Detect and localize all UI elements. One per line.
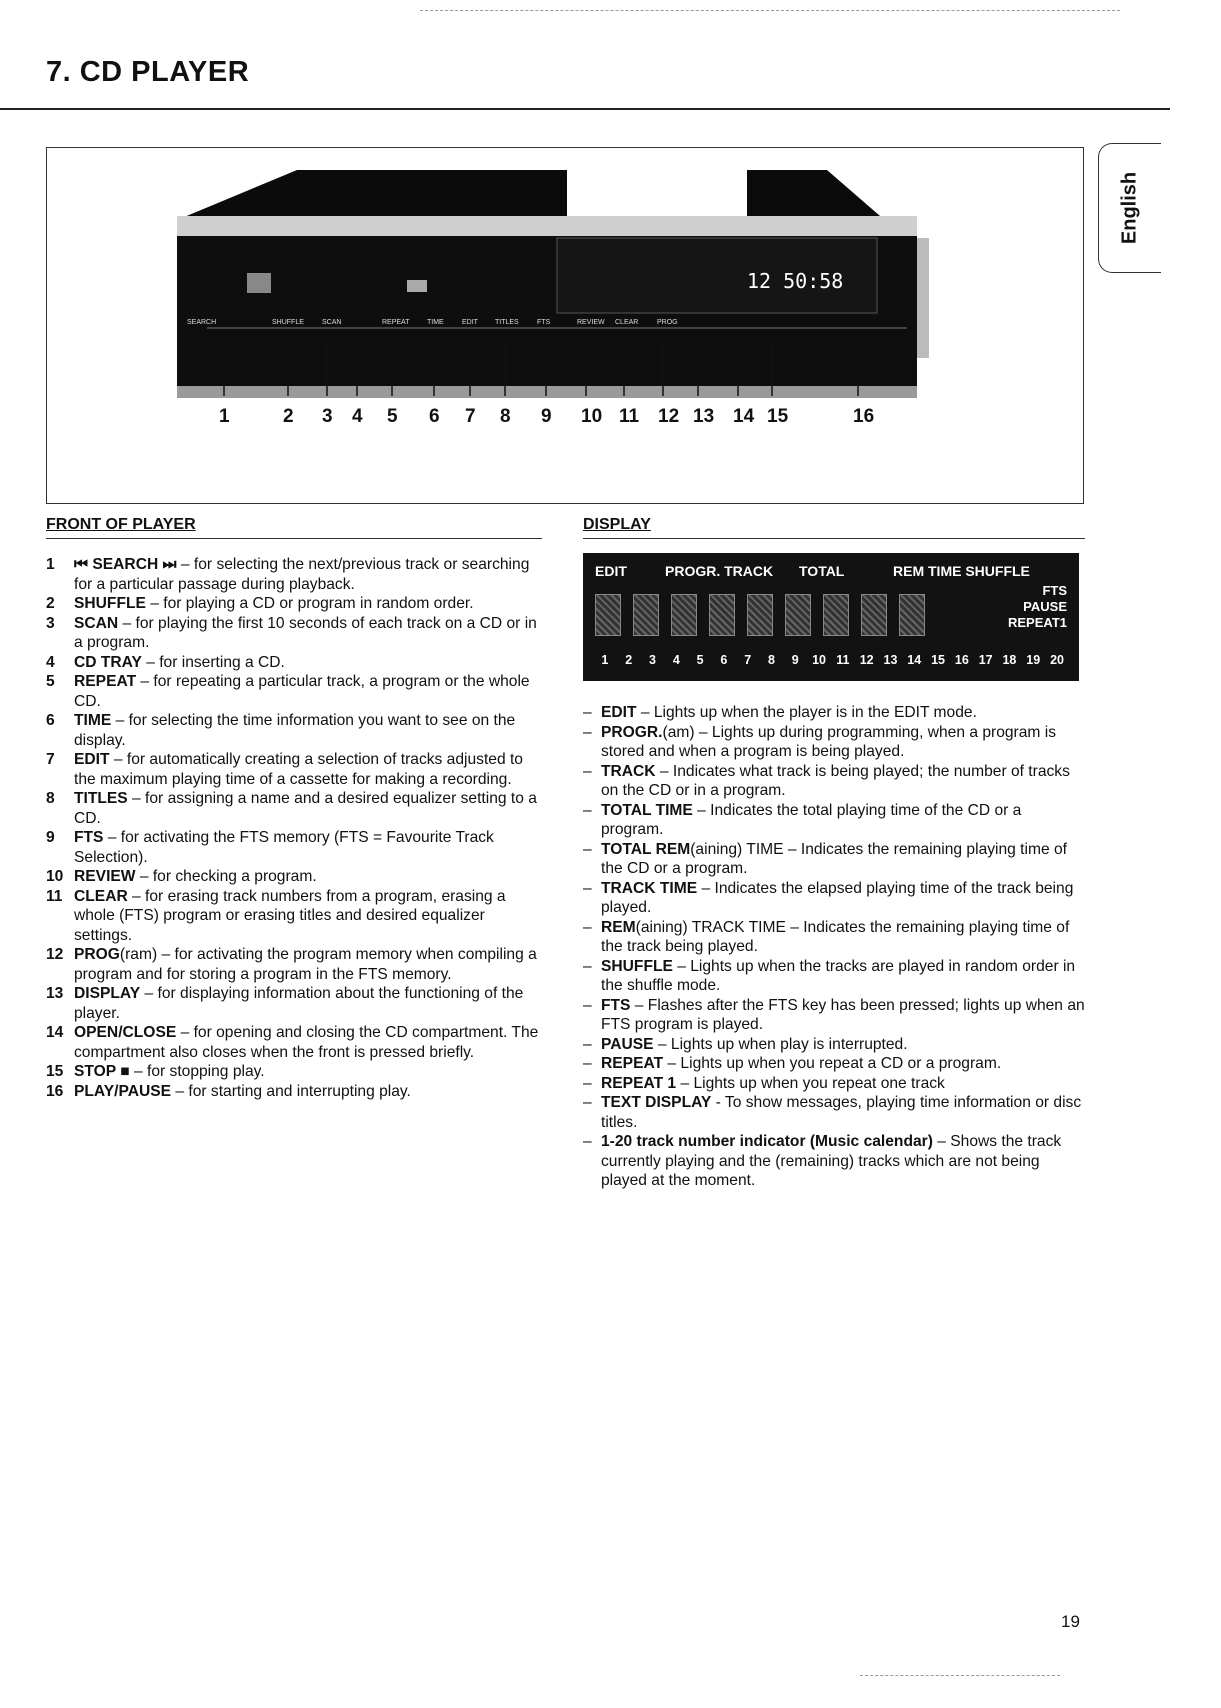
item-description: – for opening and closing the CD compartment. The compartment also closes when the front is pressed briefly. <box>74 1024 539 1061</box>
item-term: EDIT <box>601 704 637 721</box>
front-item <box>46 1082 542 1102</box>
item-text <box>74 945 542 984</box>
item-text <box>74 594 474 614</box>
lcd-track-number: 6 <box>720 653 728 667</box>
lcd-edit-label: EDIT <box>595 563 627 579</box>
item-text <box>601 918 1085 957</box>
page-title: 7. CD PLAYER <box>46 56 250 88</box>
item-description: - To show messages, playing time information or disc titles. <box>601 1094 1082 1131</box>
language-tab <box>1098 143 1161 273</box>
item-number: 2 <box>46 595 55 612</box>
item-term: TEXT DISPLAY <box>601 1094 712 1111</box>
bullet-dash: – <box>583 1055 592 1072</box>
item-term: REPEAT <box>74 673 137 690</box>
bullet-dash: – <box>583 704 592 721</box>
item-description: – Indicates what track is being played; the number of tracks on the CD or in a program. <box>601 762 1070 799</box>
display-item <box>583 996 1085 1035</box>
lcd-progr-track-label: PROGR. TRACK <box>665 563 774 579</box>
lcd-diagram <box>583 553 1079 681</box>
front-item <box>46 594 542 614</box>
item-term: OPEN/CLOSE <box>74 1024 177 1041</box>
lcd-track-number: 10 <box>812 653 827 667</box>
bullet-dash: – <box>583 762 592 780</box>
lcd-digit <box>747 594 773 636</box>
item-text <box>601 762 1085 801</box>
item-term: STOP ■ <box>74 1063 130 1080</box>
item-text <box>601 1035 908 1055</box>
item-description: – for playing a CD or program in random order. <box>145 595 474 612</box>
item-number: 12 <box>46 946 64 963</box>
item-term: PROG <box>74 946 120 963</box>
item-description: – for displaying information about the functioning of the player. <box>74 985 524 1022</box>
item-number: 4 <box>46 653 55 671</box>
item-term: TRACK TIME <box>601 879 698 897</box>
front-item <box>46 672 542 711</box>
item-term: SHUFFLE <box>74 595 146 612</box>
lcd-track-number: 12 <box>859 653 874 667</box>
callout-number: 6 <box>429 406 440 427</box>
item-text <box>601 1093 1085 1132</box>
front-heading: FRONT OF PLAYER <box>46 516 542 539</box>
panel-label: CLEAR <box>615 319 639 326</box>
front-item <box>46 789 542 828</box>
front-item <box>46 867 542 887</box>
item-term: REM <box>601 918 636 936</box>
item-text <box>601 801 1085 840</box>
lcd-track-number: 5 <box>696 653 704 667</box>
item-description: (aining) TIME – Indicates the remaining playing time of the CD or a program. <box>601 840 1067 877</box>
panel-label: TITLES <box>495 319 519 326</box>
callout-number: 13 <box>693 406 715 427</box>
item-text <box>601 723 1085 762</box>
panel-label: FTS <box>537 319 551 326</box>
item-description: – for selecting the time information you want to see on the display. <box>74 712 516 749</box>
item-description: – Indicates the total playing time of the CD or a program. <box>601 801 1022 838</box>
item-description: – for automatically creating a selection of tracks adjusted to the maximum playing time of a cassette for making a recording. <box>74 751 523 788</box>
item-description: – for erasing track numbers from a program, erasing a whole (FTS) program or erasing titles and desired equalizer settings. <box>74 887 506 944</box>
item-term: REPEAT <box>601 1055 664 1072</box>
front-item <box>46 555 542 594</box>
item-description: (am) – Lights up during programming, when a program is stored and when a program is being played. <box>601 723 1057 760</box>
panel-label: SHUFFLE <box>272 319 304 326</box>
item-number: 7 <box>46 751 55 768</box>
lcd-pause-label: PAUSE <box>1023 599 1067 614</box>
item-text <box>74 789 542 828</box>
item-description: – Lights up when you repeat a CD or a program. <box>663 1055 1002 1072</box>
item-term: REVIEW <box>74 868 136 885</box>
front-of-player-section <box>46 516 542 1101</box>
item-text <box>74 828 542 867</box>
item-description: – for assigning a name and a desired equalizer setting to a CD. <box>74 790 537 827</box>
item-number: 10 <box>46 868 64 885</box>
display-section <box>583 516 1085 1191</box>
item-text <box>74 984 542 1023</box>
item-text <box>74 887 542 946</box>
lcd-track-number: 14 <box>907 653 922 667</box>
item-text <box>74 672 542 711</box>
item-text <box>74 867 317 887</box>
lcd-track-number: 2 <box>625 653 633 667</box>
lcd-digit <box>823 594 849 636</box>
lcd-track-number: 20 <box>1050 653 1064 667</box>
lcd-digit <box>633 594 659 636</box>
scan-artifact <box>860 1675 1060 1676</box>
item-text <box>74 1082 411 1102</box>
lcd-track-number: 15 <box>931 653 945 667</box>
lcd-track-number: 18 <box>1002 653 1017 667</box>
bullet-dash: – <box>583 1035 592 1053</box>
callout-number: 4 <box>352 406 363 427</box>
item-text <box>601 957 1085 996</box>
callout-number: 11 <box>619 406 640 427</box>
bullet-dash: – <box>583 723 592 741</box>
item-term: PROGR. <box>601 723 663 741</box>
bullet-dash: – <box>583 957 592 975</box>
item-term: ⏮ SEARCH ⏭ <box>74 556 177 573</box>
front-item <box>46 887 542 946</box>
display-item <box>583 957 1085 996</box>
lcd-track-number: 8 <box>768 653 775 667</box>
item-description: – Lights up when play is interrupted. <box>653 1035 908 1053</box>
item-description: – for stopping play. <box>129 1063 265 1080</box>
player-figure <box>46 147 1084 504</box>
panel-label: REVIEW <box>577 319 605 326</box>
lcd-track-numbers <box>593 653 1069 667</box>
item-text <box>601 996 1085 1035</box>
panel-label: REPEAT <box>382 319 410 326</box>
item-number: 9 <box>46 829 55 846</box>
lcd-digit <box>595 594 621 636</box>
item-term: 1-20 track number indicator (Music calendar) <box>601 1133 933 1150</box>
item-number: 3 <box>46 614 55 632</box>
lcd-fts-label: FTS <box>1042 583 1067 598</box>
item-number: 11 <box>46 887 63 905</box>
item-number: 14 <box>46 1024 64 1041</box>
front-item <box>46 945 542 984</box>
item-number: 16 <box>46 1082 64 1100</box>
panel-label: TIME <box>427 319 444 326</box>
front-item <box>46 614 542 653</box>
callout-number: 16 <box>853 406 875 427</box>
callout-number: 9 <box>541 406 552 427</box>
item-number: 5 <box>46 673 55 690</box>
item-number: 6 <box>46 712 55 729</box>
item-term: DISPLAY <box>74 985 141 1002</box>
item-term: PAUSE <box>601 1035 654 1053</box>
front-item <box>46 984 542 1023</box>
item-term: TOTAL REM <box>601 840 691 858</box>
item-text <box>601 1132 1085 1191</box>
lcd-track-number: 11 <box>836 653 850 667</box>
display-item <box>583 1093 1085 1132</box>
title-rule <box>0 108 1170 110</box>
item-description: – Indicates the elapsed playing time of the track being played. <box>601 879 1074 916</box>
lcd-digit <box>785 594 811 636</box>
display-item <box>583 879 1085 918</box>
lcd-track-number: 13 <box>883 653 898 667</box>
item-term: SHUFFLE <box>601 957 673 975</box>
display-item <box>583 703 1085 723</box>
item-description: – for checking a program. <box>135 868 317 885</box>
item-description: (aining) TRACK TIME – Indicates the remaining playing time of the track being played. <box>601 918 1070 955</box>
lcd-track-number: 1 <box>601 653 609 667</box>
lcd-digit <box>709 594 735 636</box>
item-term: TRACK <box>601 762 656 780</box>
item-text <box>74 711 542 750</box>
language-tab-label: English <box>1118 171 1141 245</box>
player-display-text: 12 50:58 <box>747 269 844 293</box>
callout-number: 10 <box>581 406 603 427</box>
item-description: – for playing the first 10 seconds of each track on a CD or in a program. <box>74 614 537 651</box>
lcd-digit <box>861 594 887 636</box>
lcd-total-label: TOTAL <box>799 563 845 579</box>
item-term: FTS <box>601 996 631 1014</box>
item-text <box>74 653 285 673</box>
front-item <box>46 653 542 673</box>
item-text <box>601 879 1085 918</box>
panel-label: SCAN <box>322 319 342 326</box>
front-item <box>46 711 542 750</box>
display-item <box>583 918 1085 957</box>
display-item-list <box>583 703 1085 1191</box>
panel-label: EDIT <box>462 319 478 326</box>
lcd-track-number: 3 <box>649 653 656 667</box>
lcd-track-number: 9 <box>791 653 799 667</box>
item-number: 8 <box>46 790 55 807</box>
item-text <box>601 840 1085 879</box>
item-description: – Lights up when the tracks are played in random order in the shuffle mode. <box>601 957 1076 994</box>
item-text <box>601 703 977 723</box>
item-term: CD TRAY <box>74 653 142 671</box>
item-description: (ram) – for activating the program memory when compiling a program and for storing a program in the FTS memory. <box>74 946 537 983</box>
item-text <box>74 1023 542 1062</box>
lcd-track-number: 7 <box>744 653 752 667</box>
page-number: 19 <box>1061 1612 1080 1631</box>
front-item <box>46 1023 542 1062</box>
item-description: – for selecting the next/previous track or searching for a particular passage during playback. <box>74 556 530 593</box>
display-item <box>583 1074 1085 1094</box>
callout-number: 12 <box>658 406 680 427</box>
bullet-dash: – <box>583 801 592 819</box>
item-term: PLAY/PAUSE <box>74 1082 172 1100</box>
display-heading: DISPLAY <box>583 516 1085 539</box>
item-term: REPEAT 1 <box>601 1074 677 1092</box>
item-term: TOTAL TIME <box>601 801 693 819</box>
bullet-dash: – <box>583 1094 592 1111</box>
item-description: – for starting and interrupting play. <box>171 1082 411 1100</box>
display-item <box>583 801 1085 840</box>
front-item <box>46 828 542 867</box>
item-term: TIME <box>74 712 112 729</box>
item-term: EDIT <box>74 751 110 768</box>
bullet-dash: – <box>583 879 592 897</box>
front-item <box>46 1062 542 1082</box>
panel-label: PROG <box>657 319 678 326</box>
callout-number: 15 <box>767 406 789 427</box>
callout-number: 3 <box>322 406 333 427</box>
item-number: 13 <box>46 985 64 1002</box>
lcd-track-number: 16 <box>954 653 969 667</box>
callout-number: 7 <box>465 406 476 427</box>
callout-number: 5 <box>387 406 398 427</box>
cd-player-illustration <box>47 148 1083 503</box>
item-text <box>74 750 542 789</box>
lcd-track-number: 4 <box>672 653 680 667</box>
lcd-digits <box>595 594 925 636</box>
display-item <box>583 1035 1085 1055</box>
item-text <box>74 555 542 594</box>
display-item <box>583 762 1085 801</box>
lcd-digit <box>671 594 697 636</box>
lcd-track-number: 19 <box>1026 653 1041 667</box>
scan-artifact <box>420 10 1120 12</box>
item-text <box>74 614 542 653</box>
display-item <box>583 840 1085 879</box>
item-description: – Shows the track currently playing and the (remaining) tracks which are not being played at the moment. <box>601 1133 1062 1189</box>
lcd-track-number: 17 <box>978 653 993 667</box>
bullet-dash: – <box>583 1074 592 1092</box>
panel-label: SEARCH <box>187 319 217 326</box>
display-item <box>583 1132 1085 1191</box>
lcd-digit <box>899 594 925 636</box>
display-item <box>583 1054 1085 1074</box>
item-description: – for inserting a CD. <box>141 653 285 671</box>
front-item <box>46 750 542 789</box>
item-term: FTS <box>74 829 104 846</box>
item-description: – Lights up when you repeat one track <box>676 1074 945 1092</box>
item-text <box>601 1054 1001 1074</box>
lcd-repeat1-label: REPEAT1 <box>1008 615 1067 630</box>
lcd-rem-time-shuffle-label: REM TIME SHUFFLE <box>893 563 1030 579</box>
callout-number: 8 <box>500 406 511 427</box>
item-text <box>74 1062 265 1082</box>
front-item-list <box>46 555 542 1101</box>
bullet-dash: – <box>583 840 592 858</box>
callout-number: 2 <box>283 406 294 427</box>
item-term: CLEAR <box>74 887 128 905</box>
item-number: 15 <box>46 1063 64 1080</box>
item-text <box>601 1074 945 1094</box>
bullet-dash: – <box>583 918 592 936</box>
item-description: – Flashes after the FTS key has been pressed; lights up when an FTS program is played. <box>601 996 1085 1033</box>
display-item <box>583 723 1085 762</box>
item-description: – Lights up when the player is in the EDIT mode. <box>636 704 977 721</box>
item-number: 1 <box>46 556 55 573</box>
callout-number: 1 <box>219 406 230 427</box>
item-description: – for repeating a particular track, a program or the whole CD. <box>74 673 530 710</box>
callout-number: 14 <box>733 406 755 427</box>
bullet-dash: – <box>583 1133 592 1150</box>
item-term: TITLES <box>74 790 128 807</box>
item-term: SCAN <box>74 614 119 632</box>
item-description: – for activating the FTS memory (FTS = Favourite Track Selection). <box>74 829 494 866</box>
bullet-dash: – <box>583 996 592 1014</box>
